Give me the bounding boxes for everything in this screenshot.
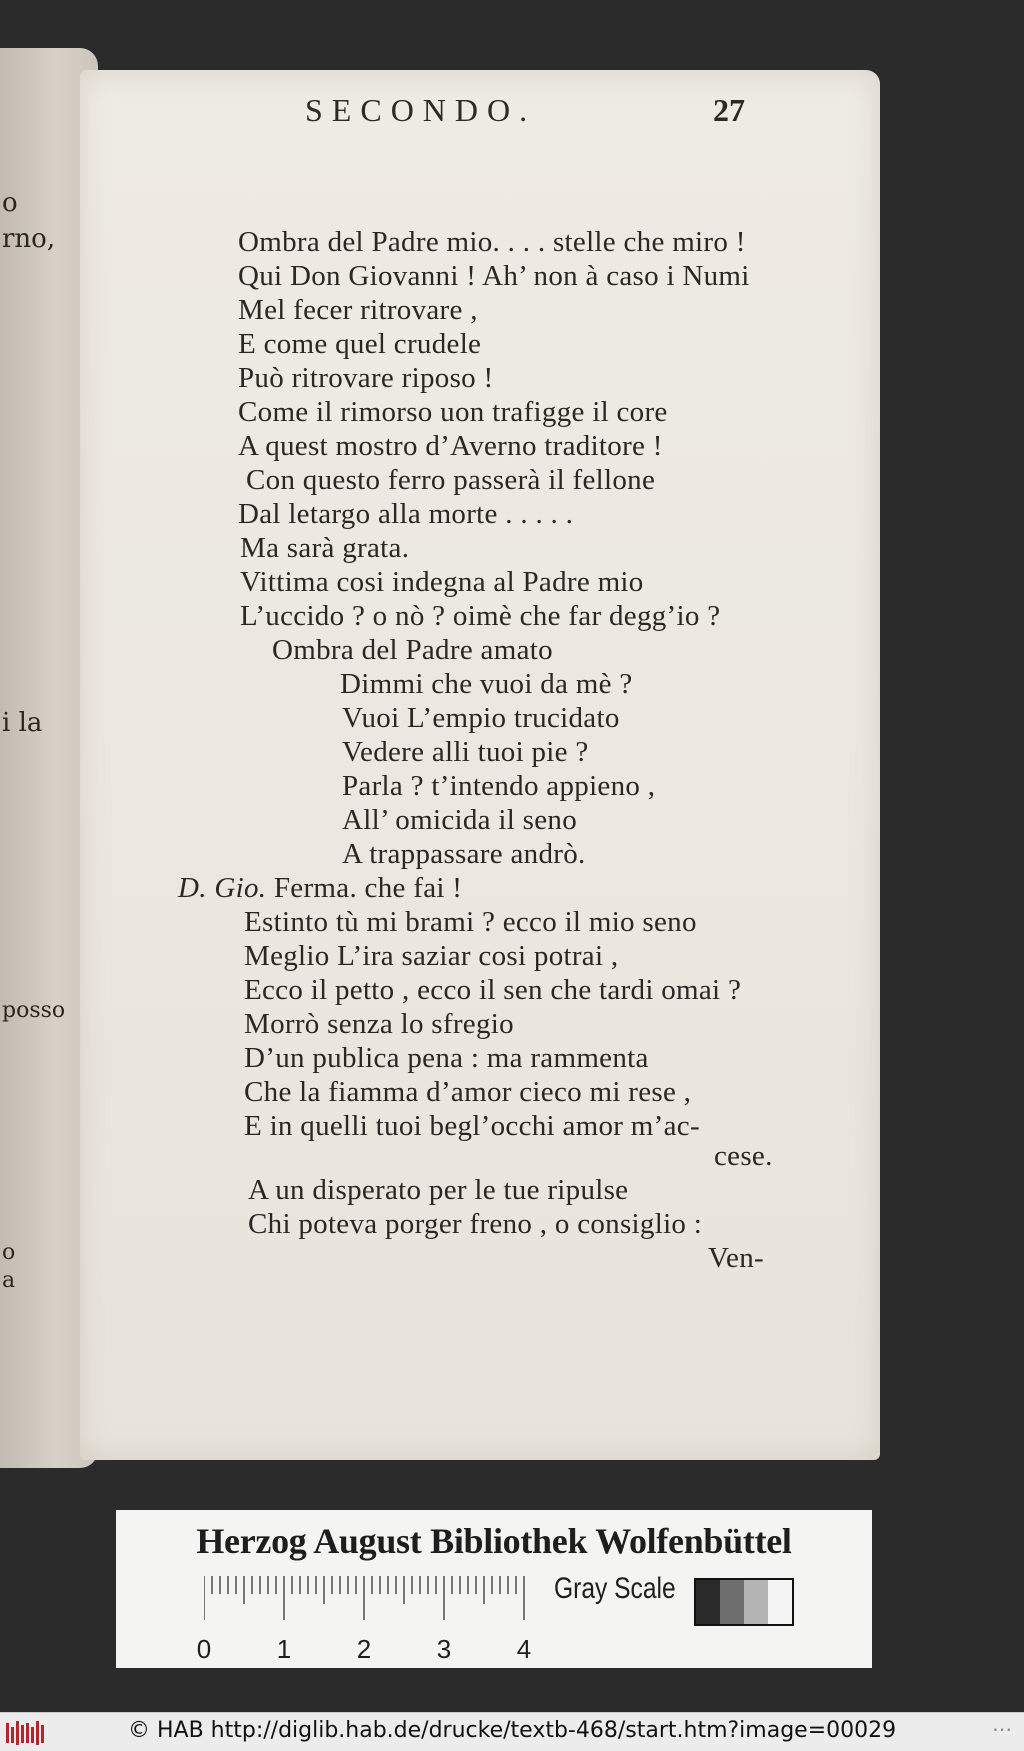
scale-number: 1 <box>276 1634 292 1664</box>
verse-line: cese. <box>714 1140 773 1172</box>
ruler-ticks <box>204 1576 526 1620</box>
facing-page-fragment: a <box>2 1268 16 1293</box>
grayscale-swatch <box>768 1580 792 1624</box>
verse-line: Mel fecer ritrovare , <box>238 294 478 326</box>
verse-line: Dal letargo alla morte . . . . . <box>238 498 574 530</box>
speaker-line <box>178 872 462 905</box>
facing-page-fragment: posso <box>2 998 66 1023</box>
verse-line: Ecco il petto , ecco il sen che tardi omai ? <box>244 974 742 1006</box>
library-color-target <box>116 1510 872 1668</box>
verse-line: L’uccido ? o nò ? oimè che far degg’io ? <box>240 600 721 632</box>
catchword: Ven- <box>708 1242 764 1274</box>
page-number: 27 <box>713 92 745 128</box>
verse-line: E in quelli tuoi begl’occhi amor m’ac- <box>244 1110 700 1142</box>
verse-line: Chi poteva porger freno , o consiglio : <box>248 1208 703 1240</box>
scale-ruler <box>196 1576 534 1664</box>
verse-line: D’un publica pena : ma rammenta <box>244 1042 649 1074</box>
verse-line: Può ritrovare riposo ! <box>238 362 494 394</box>
verse-line: Morrò senza lo sfregio <box>244 1008 514 1040</box>
facing-page-fragment: i la <box>2 708 43 738</box>
verse-line: Ombra del Padre amato <box>272 634 553 666</box>
verse-line: Meglio L’ira saziar cosi potrai , <box>244 940 619 972</box>
speaker-label: D. Gio. <box>178 872 267 904</box>
verse-line: A quest mostro d’Averno traditore ! <box>238 430 663 462</box>
verse-line-text: Ferma. che fai ! <box>273 872 463 904</box>
scale-number: 2 <box>356 1634 372 1664</box>
running-head: SECONDO. <box>305 92 537 128</box>
verse-line: Vedere alli tuoi pie ? <box>342 736 589 768</box>
library-name: Herzog August Bibliothek Wolfenbüttel <box>196 1521 792 1561</box>
verse-line: Ombra del Padre mio. . . . stelle che miro ! <box>238 226 746 258</box>
verse-line: Come il rimorso uon trafigge il core <box>238 396 668 428</box>
verse-line: Ma sarà grata. <box>240 532 410 564</box>
verse-line: Vittima cosi indegna al Padre mio <box>240 566 644 598</box>
facing-page-fragment: rno, <box>2 224 56 254</box>
scale-number: 4 <box>516 1634 532 1664</box>
verse-line: Dimmi che vuoi da mè ? <box>340 668 633 700</box>
verse-line: A un disperato per le tue ripulse <box>248 1174 629 1206</box>
verse-line: Vuoi L’empio trucidato <box>342 702 620 734</box>
facing-page-fragment: o <box>2 1240 16 1265</box>
verse-line: Qui Don Giovanni ! Ah’ non à caso i Numi <box>238 260 750 292</box>
status-bar <box>0 1712 1024 1751</box>
scale-number: 0 <box>196 1634 212 1664</box>
verse-line: E come quel crudele <box>238 328 482 360</box>
source-url[interactable]: © HAB http://diglib.hab.de/drucke/textb-468/start.htm?image=00029 <box>128 1718 897 1743</box>
verse-line: Estinto tù mi brami ? ecco il mio seno <box>244 906 697 938</box>
grayscale-swatches <box>694 1578 794 1626</box>
verse-line: Parla ? t’intendo appieno , <box>342 770 656 802</box>
facing-page-fragment: o <box>2 188 18 218</box>
grayscale-swatch <box>720 1580 744 1624</box>
grayscale-label: Gray Scale <box>554 1572 676 1605</box>
verse-line: A trappassare andrò. <box>342 838 586 870</box>
scale-number: 3 <box>436 1634 452 1664</box>
verse-line: Con questo ferro passerà il fellone <box>246 464 656 496</box>
more-icon[interactable]: ⋯ <box>992 1717 1012 1741</box>
grayscale-swatch <box>744 1580 768 1624</box>
verse-line: Che la fiamma d’amor cieco mi rese , <box>244 1076 692 1108</box>
hab-logo-icon <box>6 1721 46 1745</box>
grayscale-swatch <box>696 1580 720 1624</box>
verse-line: All’ omicida il seno <box>342 804 577 836</box>
